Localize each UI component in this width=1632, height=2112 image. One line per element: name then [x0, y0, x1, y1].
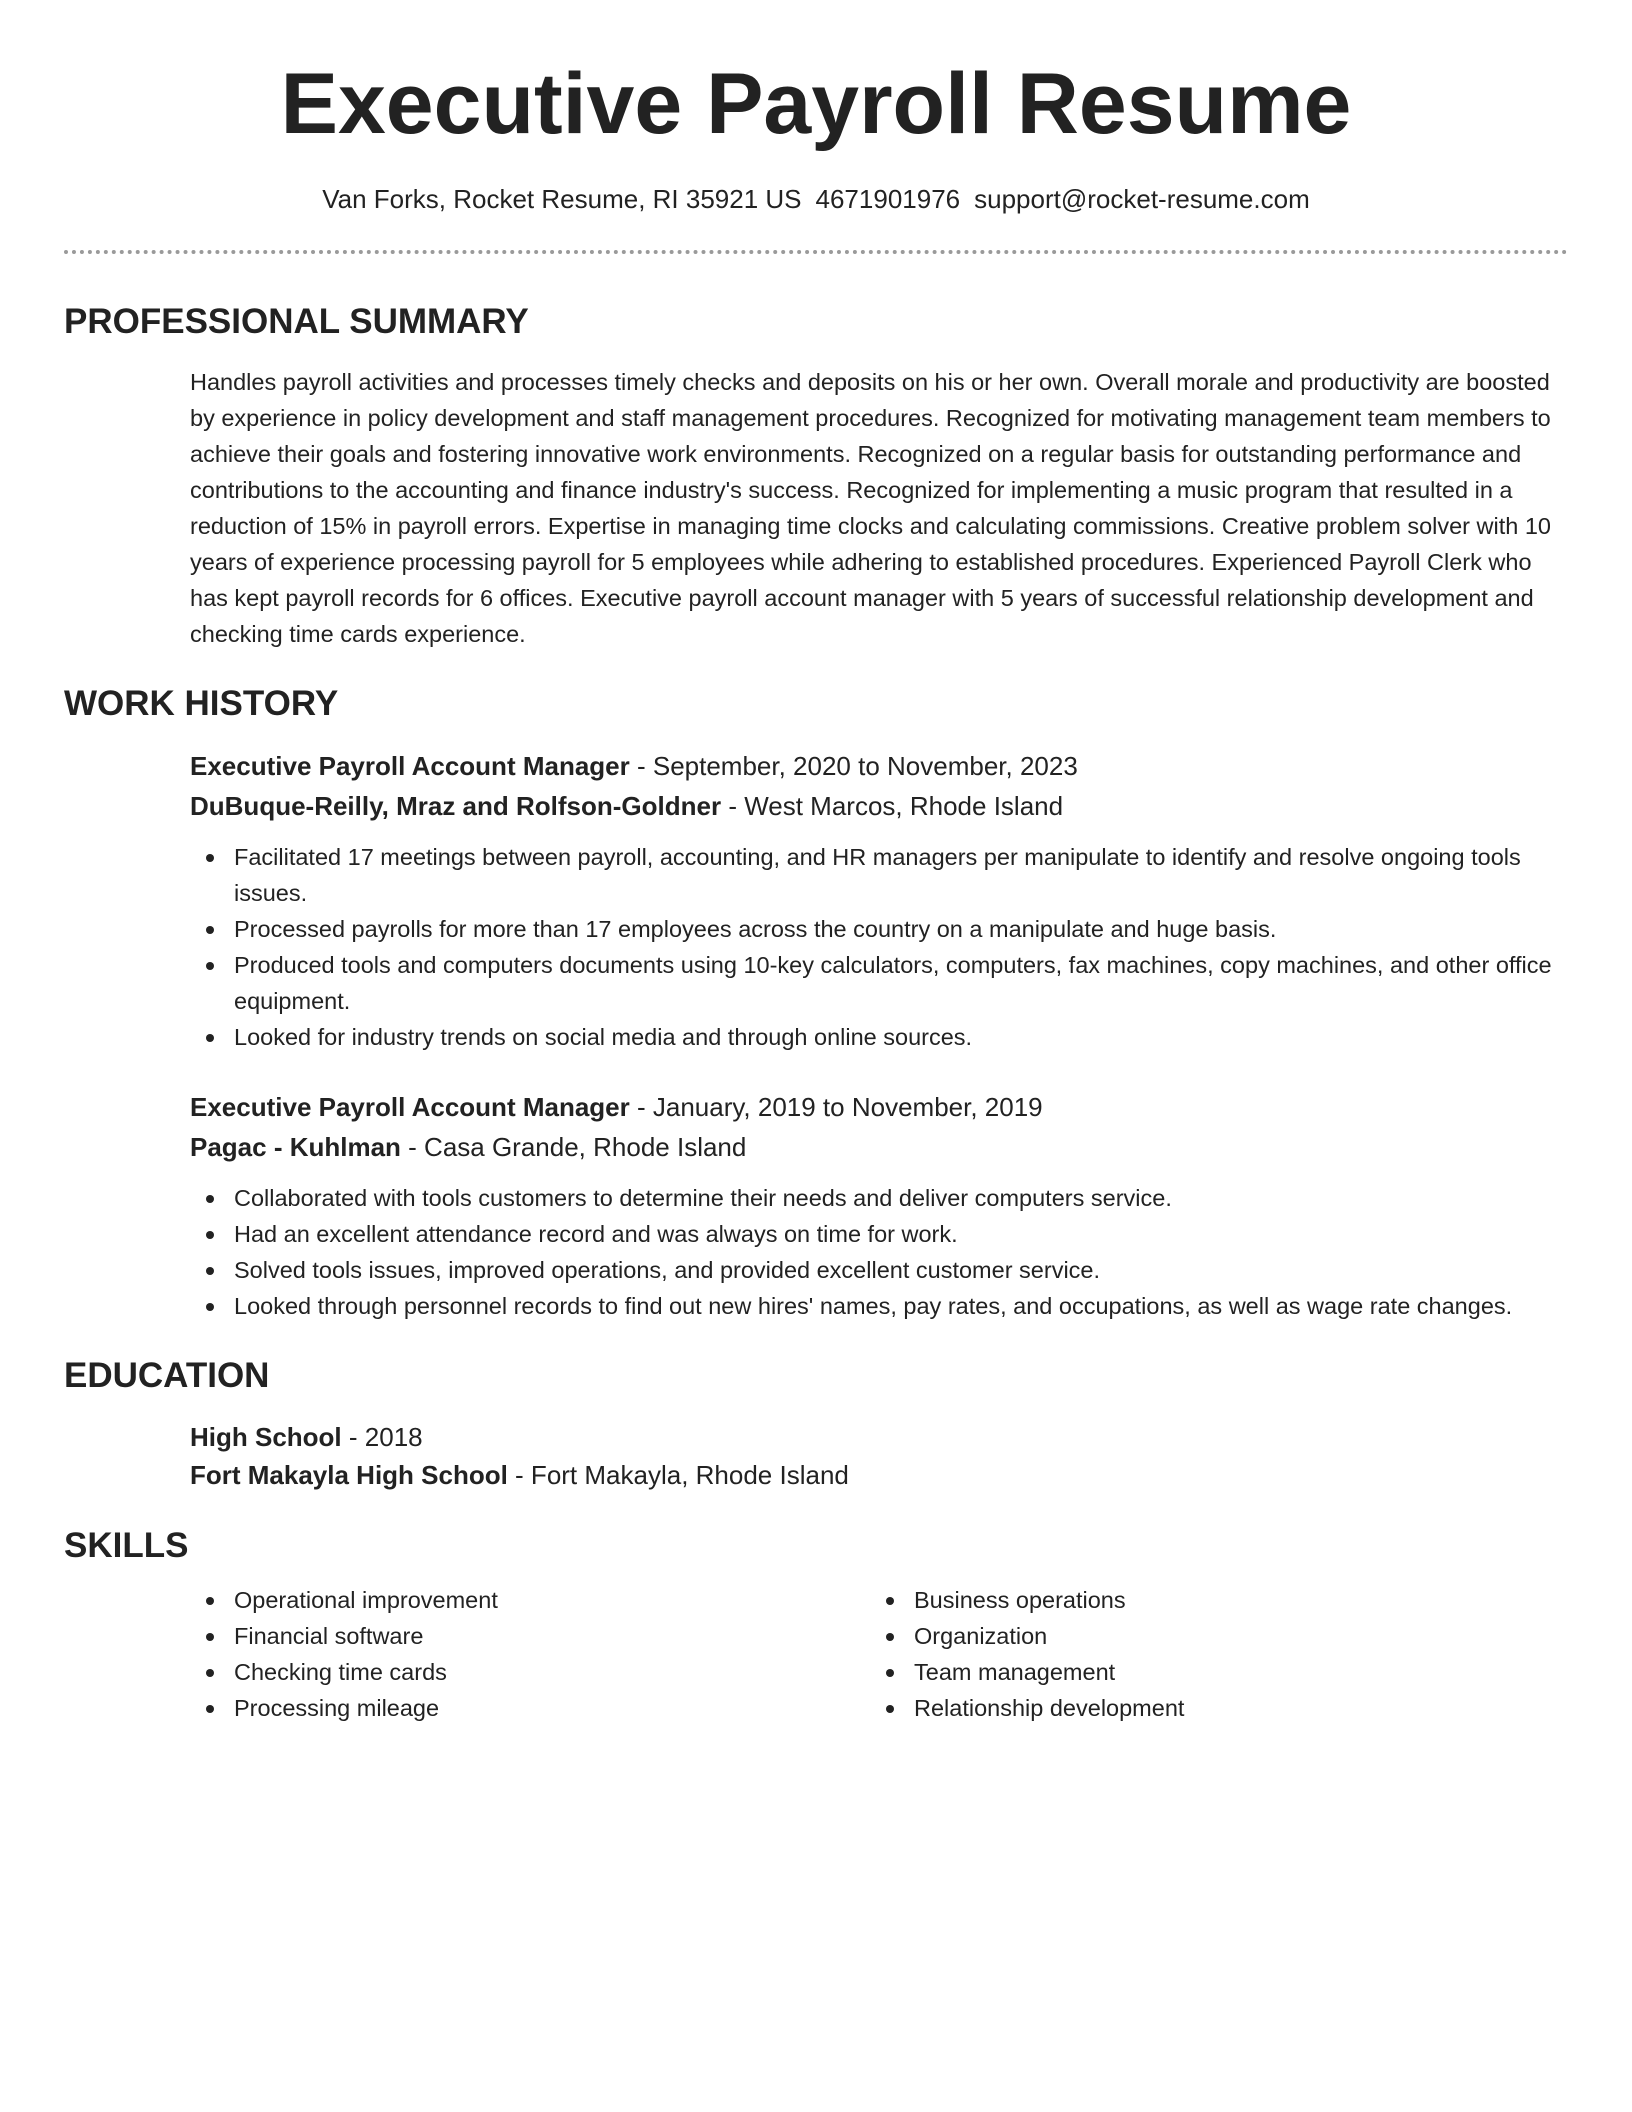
contact-address: Van Forks, Rocket Resume, RI 35921 US: [322, 184, 802, 214]
skill-item: Checking time cards: [190, 1654, 870, 1690]
job-company-line: [190, 1127, 1568, 1167]
job-company: Pagac - Kuhlman: [190, 1132, 401, 1162]
skills-list: [190, 1582, 1568, 1726]
job-dates: - January, 2019 to November, 2019: [629, 1092, 1043, 1122]
skill-item: Team management: [870, 1654, 1550, 1690]
job-dates: - September, 2020 to November, 2023: [629, 751, 1078, 781]
list-item: Collaborated with tools customers to determine their needs and deliver computers service.: [190, 1180, 1568, 1216]
education-degree-line: [190, 1418, 1568, 1456]
resume-title: Executive Payroll Resume: [280, 56, 1352, 152]
list-item: Produced tools and computers documents using 10-key calculators, computers, fax machines, copy machines, and other office equipment.: [190, 947, 1568, 1019]
list-item: Solved tools issues, improved operations, and provided excellent customer service.: [190, 1252, 1568, 1288]
skill-item: Business operations: [870, 1582, 1550, 1618]
section-title-summary: PROFESSIONAL SUMMARY: [64, 302, 529, 341]
job-entry: [190, 746, 1568, 826]
list-item: Looked for industry trends on social media and through online sources.: [190, 1019, 1568, 1055]
skill-item: Relationship development: [870, 1690, 1550, 1726]
job-company: DuBuque-Reilly, Mraz and Rolfson-Goldner: [190, 791, 722, 821]
list-item: Facilitated 17 meetings between payroll, accounting, and HR managers per manipulate to identify and resolve ongoing tools issues.: [190, 839, 1568, 911]
job-title-line: [190, 1087, 1568, 1127]
resume-page: [64, 0, 1568, 1726]
job-location: - West Marcos, Rhode Island: [721, 791, 1064, 821]
skill-item: Financial software: [190, 1618, 870, 1654]
education-entry: [190, 1418, 1568, 1494]
education-school: Fort Makayla High School: [190, 1460, 508, 1490]
education-location: - Fort Makayla, Rhode Island: [507, 1460, 849, 1490]
contact-phone: 4671901976: [815, 184, 961, 214]
list-item: Looked through personnel records to find out new hires' names, pay rates, and occupations, as well as wage rate changes.: [190, 1288, 1568, 1324]
job-entry: [190, 1087, 1568, 1167]
list-item: Had an excellent attendance record and was always on time for work.: [190, 1216, 1568, 1252]
contact-info: [64, 182, 1568, 216]
job-bullets: [190, 839, 1568, 1055]
job-title: Executive Payroll Account Manager: [190, 751, 630, 781]
section-title-work-history: WORK HISTORY: [64, 684, 339, 723]
skill-item: Operational improvement: [190, 1582, 870, 1618]
education-school-line: [190, 1456, 1568, 1494]
list-item: Processed payrolls for more than 17 employees across the country on a manipulate and huge basis.: [190, 911, 1568, 947]
skill-item: Organization: [870, 1618, 1550, 1654]
header-divider: [64, 250, 1568, 254]
job-bullets: [190, 1180, 1568, 1324]
job-title-line: [190, 746, 1568, 786]
job-location: - Casa Grande, Rhode Island: [400, 1132, 747, 1162]
education-year: - 2018: [341, 1422, 423, 1452]
job-company-line: [190, 786, 1568, 826]
contact-email[interactable]: support@rocket-resume.com: [974, 184, 1310, 214]
section-title-skills: SKILLS: [64, 1526, 189, 1565]
job-title: Executive Payroll Account Manager: [190, 1092, 630, 1122]
skills-column-right: [870, 1582, 1550, 1726]
education-degree: High School: [190, 1422, 342, 1452]
section-title-education: EDUCATION: [64, 1356, 270, 1395]
summary-text: Handles payroll activities and processes timely checks and deposits on his or her own. Overall morale and productivity are boosted by experience in policy development and staff management procedures. Recognized for motivating management team members to achieve their goals and fostering innovative work environments. Recognized on a regular basis for outstanding performance and contributions to the accounting and finance industry's success. Recognized for implementing a music program that resulted in a reduction of 15% in payroll errors. Expertise in managing time clocks and calculating commissions. Creative problem solver with 10 years of experience processing payroll for 5 employees while adhering to established procedures. Experienced Payroll Clerk who has kept payroll records for 6 offices. Executive payroll account manager with 5 years of successful relationship development and checking time cards experience.: [190, 369, 1551, 647]
skill-item: Processing mileage: [190, 1690, 870, 1726]
skills-column-left: [190, 1582, 870, 1726]
